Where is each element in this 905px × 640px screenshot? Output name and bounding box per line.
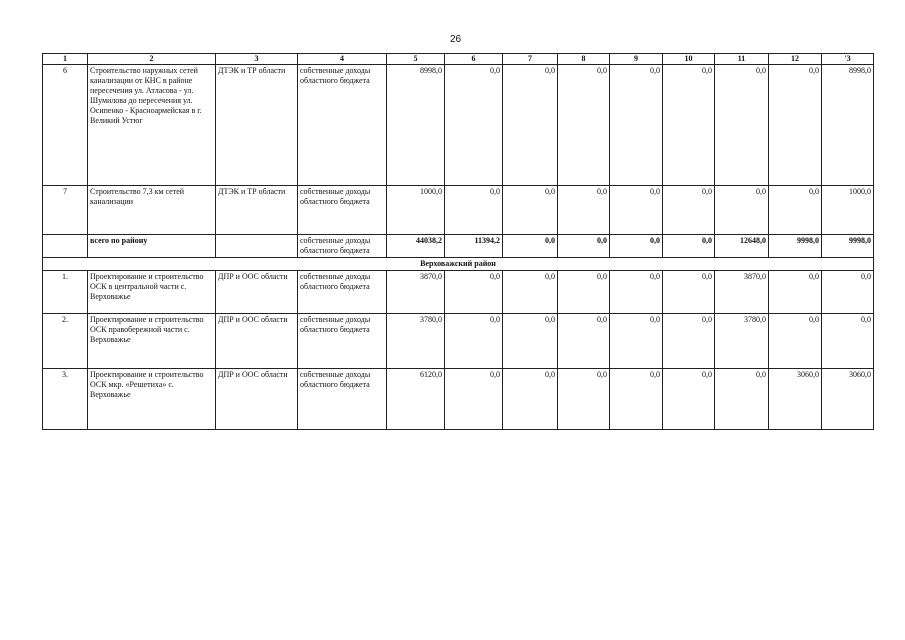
value-cell: 0,0 — [610, 369, 663, 430]
value-cell: 3060,0 — [822, 369, 874, 430]
responsible-org: ДПР и ООС области — [216, 314, 298, 369]
value-cell: 0,0 — [610, 271, 663, 314]
value-cell: 0,0 — [445, 186, 503, 235]
value-cell: 1000,0 — [822, 186, 874, 235]
value-cell: 0,0 — [558, 314, 610, 369]
header-row — [43, 54, 874, 65]
col-header: 9 — [610, 54, 663, 65]
value-cell: 0,0 — [663, 186, 715, 235]
col-header: 4 — [298, 54, 387, 65]
value-cell: 0,0 — [445, 65, 503, 186]
value-cell: 0,0 — [715, 65, 769, 186]
project-name: Проектирование и строительство ОСК в центральной части с. Верховажье — [88, 271, 216, 314]
funding-source: собственные доходы областного бюджета — [298, 314, 387, 369]
col-header: 5 — [387, 54, 445, 65]
value-cell: 6120,0 — [387, 369, 445, 430]
value-cell: 3780,0 — [387, 314, 445, 369]
value-cell: 0,0 — [769, 314, 822, 369]
value-cell: 0,0 — [558, 65, 610, 186]
funding-source: собственные доходы областного бюджета — [298, 271, 387, 314]
col-header: 12 — [769, 54, 822, 65]
value-cell: 0,0 — [558, 271, 610, 314]
col-header: 8 — [558, 54, 610, 65]
table-row — [43, 271, 874, 314]
value-cell: 0,0 — [610, 65, 663, 186]
responsible-org: ДПР и ООС области — [216, 369, 298, 430]
empty-cell — [216, 235, 298, 258]
value-cell: 0,0 — [445, 314, 503, 369]
value-cell: 0,0 — [715, 186, 769, 235]
total-value: 0,0 — [558, 235, 610, 258]
value-cell: 0,0 — [558, 369, 610, 430]
value-cell: 0,0 — [769, 65, 822, 186]
value-cell: 0,0 — [822, 314, 874, 369]
col-header: 1 — [43, 54, 88, 65]
row-number: 2. — [43, 314, 88, 369]
section-title: Верховажский район — [43, 258, 874, 271]
value-cell: 0,0 — [445, 369, 503, 430]
total-value: 11394,2 — [445, 235, 503, 258]
value-cell: 1000,0 — [387, 186, 445, 235]
value-cell: 3060,0 — [769, 369, 822, 430]
responsible-org: ДПР и ООС области — [216, 271, 298, 314]
col-header: 2 — [88, 54, 216, 65]
total-value: 9998,0 — [822, 235, 874, 258]
total-value: 0,0 — [503, 235, 558, 258]
empty-cell — [43, 235, 88, 258]
row-number: 3. — [43, 369, 88, 430]
value-cell: 0,0 — [558, 186, 610, 235]
value-cell: 0,0 — [822, 271, 874, 314]
project-name: Строительство 7,3 км сетей канализации — [88, 186, 216, 235]
section-row — [43, 258, 874, 271]
total-label: всего по району — [88, 235, 216, 258]
value-cell: 0,0 — [503, 314, 558, 369]
value-cell: 0,0 — [663, 369, 715, 430]
col-header: 3 — [216, 54, 298, 65]
value-cell: 0,0 — [445, 271, 503, 314]
value-cell: 0,0 — [663, 314, 715, 369]
value-cell: 0,0 — [503, 271, 558, 314]
value-cell: 0,0 — [769, 271, 822, 314]
col-header: 11 — [715, 54, 769, 65]
total-value: 0,0 — [663, 235, 715, 258]
value-cell: 0,0 — [769, 186, 822, 235]
total-value: 12648,0 — [715, 235, 769, 258]
table-row — [43, 65, 874, 186]
project-name: Строительство наружных сетей канализации от КНС в районе пересечения ул. Атласова - ул. Шумилова до пересечения ул. Осипенко - Красноармейская в г. Великий Устюг — [88, 65, 216, 186]
col-header: 6 — [445, 54, 503, 65]
value-cell: 3870,0 — [715, 271, 769, 314]
funding-source: собственные доходы областного бюджета — [298, 186, 387, 235]
row-number: 7 — [43, 186, 88, 235]
table-row — [43, 369, 874, 430]
value-cell: 0,0 — [503, 65, 558, 186]
value-cell: 8998,0 — [387, 65, 445, 186]
value-cell: 0,0 — [663, 271, 715, 314]
row-number: 6 — [43, 65, 88, 186]
total-row — [43, 235, 874, 258]
total-value: 44038,2 — [387, 235, 445, 258]
value-cell: 0,0 — [503, 369, 558, 430]
page-number: 26 — [450, 34, 462, 45]
funding-source: собственные доходы областного бюджета — [298, 65, 387, 186]
value-cell: 8998,0 — [822, 65, 874, 186]
total-value: 0,0 — [610, 235, 663, 258]
col-header: '3 — [822, 54, 874, 65]
project-name: Проектирование и строительство ОСК мкр. «Решетиха» с. Верховажье — [88, 369, 216, 430]
value-cell: 0,0 — [715, 369, 769, 430]
funding-source: собственные доходы областного бюджета — [298, 235, 387, 258]
table-row — [43, 186, 874, 235]
table-row — [43, 314, 874, 369]
col-header: 10 — [663, 54, 715, 65]
value-cell: 0,0 — [610, 314, 663, 369]
total-value: 9998,0 — [769, 235, 822, 258]
value-cell: 0,0 — [610, 186, 663, 235]
col-header: 7 — [503, 54, 558, 65]
value-cell: 0,0 — [663, 65, 715, 186]
value-cell: 3780,0 — [715, 314, 769, 369]
responsible-org: ДТЭК и ТР области — [216, 65, 298, 186]
budget-table — [42, 53, 874, 430]
row-number: 1. — [43, 271, 88, 314]
value-cell: 0,0 — [503, 186, 558, 235]
value-cell: 3870,0 — [387, 271, 445, 314]
funding-source: собственные доходы областного бюджета — [298, 369, 387, 430]
project-name: Проектирование и строительство ОСК правобережной части с. Верховажье — [88, 314, 216, 369]
responsible-org: ДТЭК и ТР области — [216, 186, 298, 235]
